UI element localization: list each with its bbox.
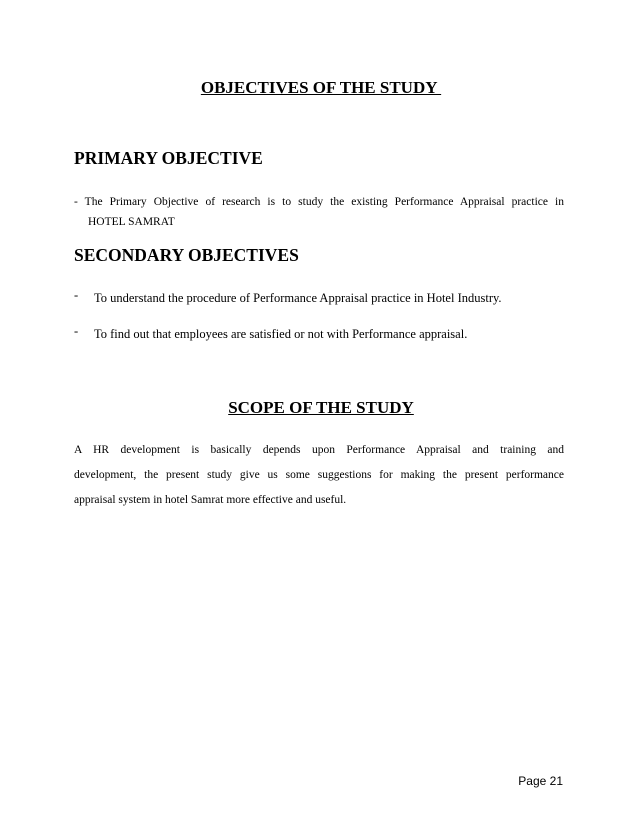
list-item-text: To understand the procedure of Performance Appraisal practice in Hotel Industry. — [94, 291, 502, 305]
list-item-text: To find out that employees are satisfied or not with Performance appraisal. — [94, 327, 468, 341]
scope-paragraph — [74, 438, 564, 513]
page-number: Page 21 — [518, 774, 563, 788]
scope-title: SCOPE OF THE STUDY — [228, 398, 414, 417]
secondary-objectives-heading: SECONDARY OBJECTIVES — [74, 245, 299, 265]
scope-line: A HR development is basically depends upon Performance Appraisal and training and — [74, 444, 564, 456]
bullet-dash: - — [74, 324, 79, 338]
scope-line: appraisal system in hotel Samrat more effective and useful. — [74, 494, 347, 506]
scope-line: development, the present study give us some suggestions for making the present performance — [74, 469, 564, 481]
primary-objective-line-2: HOTEL SAMRAT — [88, 216, 175, 228]
objectives-title: OBJECTIVES OF THE STUDY — [200, 78, 442, 97]
primary-objective-line-1: - The Primary Objective of research is to study the existing Performance Appraisal practice in — [74, 196, 564, 208]
primary-objective-heading: PRIMARY OBJECTIVE — [74, 148, 263, 168]
primary-objective-text — [74, 192, 564, 232]
bullet-dash: - — [74, 288, 79, 302]
